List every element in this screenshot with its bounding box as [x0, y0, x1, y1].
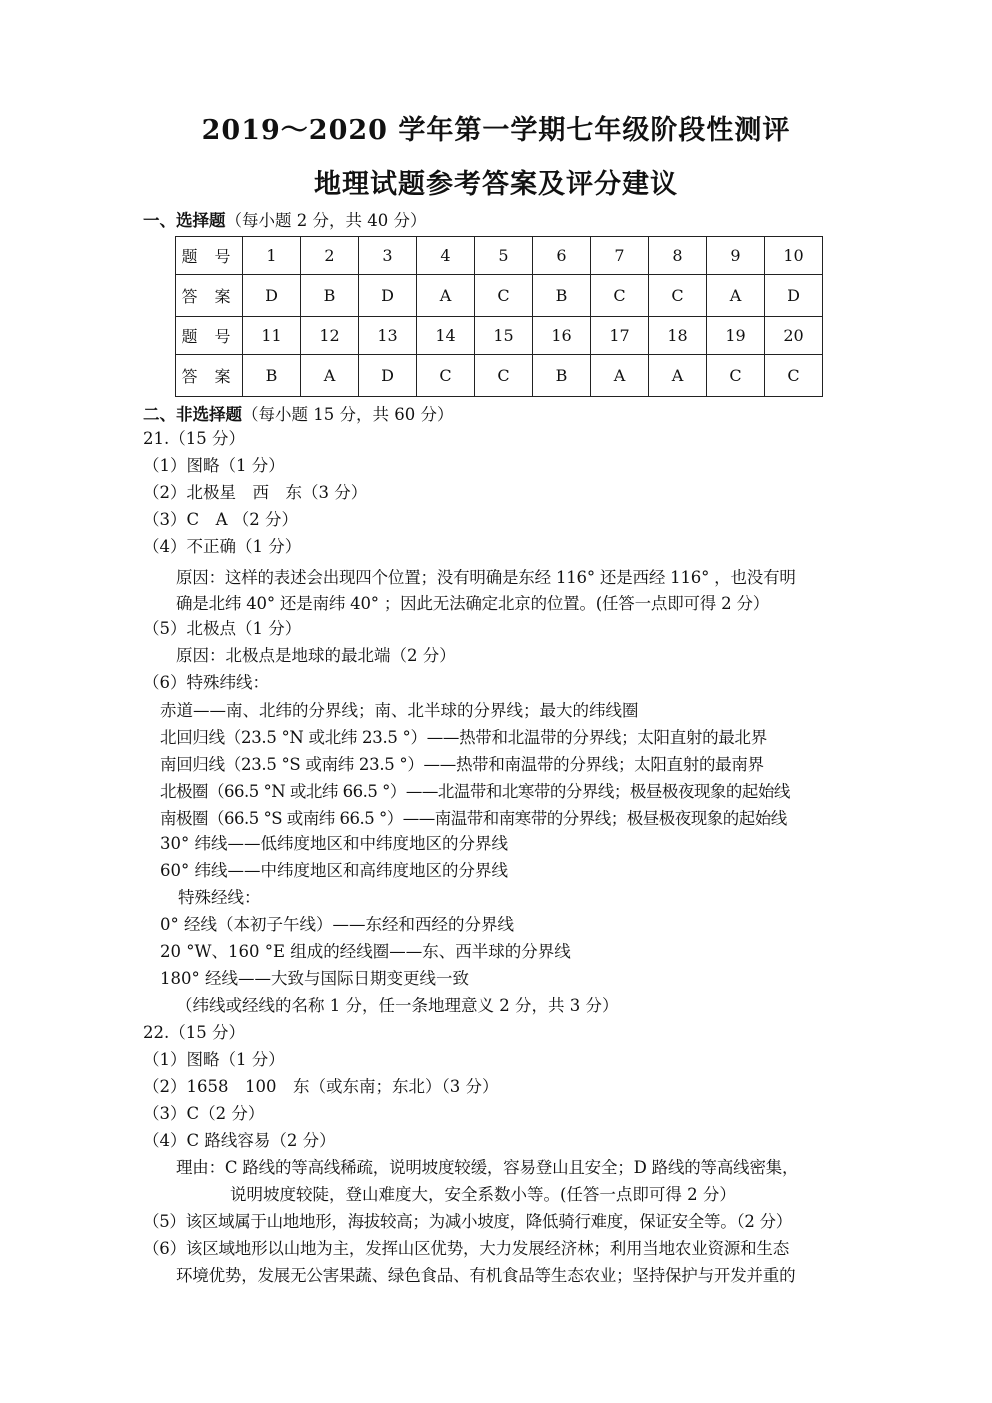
answer-table	[175, 236, 823, 397]
table-cell: C	[475, 275, 533, 317]
answer-line: （3）C（2 分）	[143, 1104, 265, 1123]
document-subtitle: 地理试题参考答案及评分建议	[314, 169, 678, 200]
table-cell: C	[591, 275, 649, 317]
answer-line: （3）C A （2 分）	[143, 510, 299, 529]
answer-line: （5）北极点（1 分）	[143, 619, 302, 638]
table-cell: A	[649, 355, 707, 397]
table-cell: B	[533, 275, 591, 317]
table-cell: A	[591, 355, 649, 397]
table-cell: C	[765, 355, 823, 397]
table-cell: A	[301, 355, 359, 397]
table-cell: C	[475, 355, 533, 397]
table-cell: C	[707, 355, 765, 397]
table-row	[176, 355, 823, 397]
answer-line: 原因：北极点是地球的最北端（2 分）	[176, 646, 456, 665]
answer-line: 原因：这样的表述会出现四个位置；没有明确是东经 116° 还是西经 116° ，也没有明	[176, 568, 796, 587]
table-row	[176, 237, 823, 275]
answer-line: 0° 经线（本初子午线）——东经和西经的分界线	[160, 915, 514, 934]
answer-line: （6）特殊纬线：	[143, 673, 269, 692]
table-cell: B	[533, 355, 591, 397]
table-cell: D	[359, 275, 417, 317]
table-cell: D	[765, 275, 823, 317]
table-cell: 20	[765, 317, 823, 355]
table-row	[176, 275, 823, 317]
table-cell: A	[707, 275, 765, 317]
table-cell: A	[417, 275, 475, 317]
question-22-heading: 22.（15 分）	[143, 1023, 245, 1042]
answer-line: （4）不正确（1 分）	[143, 537, 302, 556]
table-cell: 题 号	[176, 237, 243, 275]
answer-line: 环境优势，发展无公害果蔬、绿色食品、有机食品等生态农业；坚持保护与开发并重的	[176, 1266, 796, 1285]
table-cell: 4	[417, 237, 475, 275]
answer-line: 南极圈（66.5 °S 或南纬 66.5 °）——南温带和南寒带的分界线；极昼极夜现象的起始线	[160, 809, 787, 828]
answer-line: （4）C 路线容易（2 分）	[143, 1131, 336, 1150]
table-cell: 18	[649, 317, 707, 355]
answer-line: 北回归线（23.5 °N 或北纬 23.5 °）——热带和北温带的分界线；太阳直射的最北界	[160, 728, 767, 747]
answer-line: 180° 经线——大致与国际日期变更线一致	[160, 969, 469, 988]
section-1-note: （每小题 2 分，共 40 分）	[225, 211, 427, 230]
section-2-note: （每小题 15 分，共 60 分）	[242, 405, 454, 424]
answer-line: （5）该区域属于山地地形，海拔较高；为减小坡度，降低骑行难度，保证安全等。（2 分）	[143, 1212, 792, 1231]
answer-line: 60° 纬线——中纬度地区和高纬度地区的分界线	[160, 861, 508, 880]
table-cell: C	[649, 275, 707, 317]
answer-line: （2）1658 100 东（或东南；东北）（3 分）	[143, 1077, 499, 1096]
answer-line: 特殊经线：	[178, 888, 261, 907]
table-cell: 5	[475, 237, 533, 275]
table-cell: 14	[417, 317, 475, 355]
table-row	[176, 317, 823, 355]
section-1-heading	[143, 210, 426, 232]
table-cell: 7	[591, 237, 649, 275]
answer-line: 南回归线（23.5 °S 或南纬 23.5 °）——热带和南温带的分界线；太阳直射的最南界	[160, 755, 764, 774]
table-cell: 答 案	[176, 275, 243, 317]
table-cell: D	[359, 355, 417, 397]
table-cell: 19	[707, 317, 765, 355]
table-cell: 题 号	[176, 317, 243, 355]
answer-line: 30° 纬线——低纬度地区和中纬度地区的分界线	[160, 834, 508, 853]
table-cell: 16	[533, 317, 591, 355]
section-2-title: 二、非选择题	[143, 405, 242, 424]
table-cell: 12	[301, 317, 359, 355]
table-cell: 1	[243, 237, 301, 275]
answer-line: 赤道——南、北纬的分界线；南、北半球的分界线；最大的纬线圈	[160, 701, 639, 720]
section-2-heading	[143, 404, 453, 426]
answer-line: （1）图略（1 分）	[143, 1050, 285, 1069]
answer-line: 确是北纬 40° 还是南纬 40° ；因此无法确定北京的位置。(任答一点即可得 2 分）	[176, 594, 770, 613]
table-cell: 13	[359, 317, 417, 355]
table-cell: 11	[243, 317, 301, 355]
answer-line: 20 °W、160 °E 组成的经线圈——东、西半球的分界线	[160, 942, 571, 961]
table-cell: 15	[475, 317, 533, 355]
table-cell: 6	[533, 237, 591, 275]
table-cell: D	[243, 275, 301, 317]
table-cell: 17	[591, 317, 649, 355]
answer-line: （1）图略（1 分）	[143, 456, 285, 475]
question-21-heading: 21.（15 分）	[143, 429, 245, 448]
table-cell: 9	[707, 237, 765, 275]
table-cell: 8	[649, 237, 707, 275]
table-cell: B	[301, 275, 359, 317]
table-cell: 2	[301, 237, 359, 275]
table-cell: 答 案	[176, 355, 243, 397]
answer-line: 说明坡度较陡，登山难度大，安全系数小等。(任答一点即可得 2 分）	[230, 1185, 736, 1204]
table-cell: C	[417, 355, 475, 397]
answer-line: 北极圈（66.5 °N 或北纬 66.5 °）——北温带和北寒带的分界线；极昼极夜现象的起始线	[160, 782, 790, 801]
answer-line: （6）该区域地形以山地为主，发挥山区优势，大力发展经济林；利用当地农业资源和生态	[143, 1239, 789, 1258]
table-cell: B	[243, 355, 301, 397]
table-cell: 10	[765, 237, 823, 275]
document-title: 2019～2020 学年第一学期七年级阶段性测评	[201, 115, 791, 146]
answer-line: （2）北极星 西 东（3 分）	[143, 483, 368, 502]
section-1-title: 一、选择题	[143, 211, 226, 230]
table-cell: 3	[359, 237, 417, 275]
answer-line: 理由：C 路线的等高线稀疏，说明坡度较缓，容易登山且安全；D 路线的等高线密集，	[176, 1158, 799, 1177]
answer-line: （纬线或经线的名称 1 分，任一条地理意义 2 分，共 3 分）	[176, 996, 619, 1015]
